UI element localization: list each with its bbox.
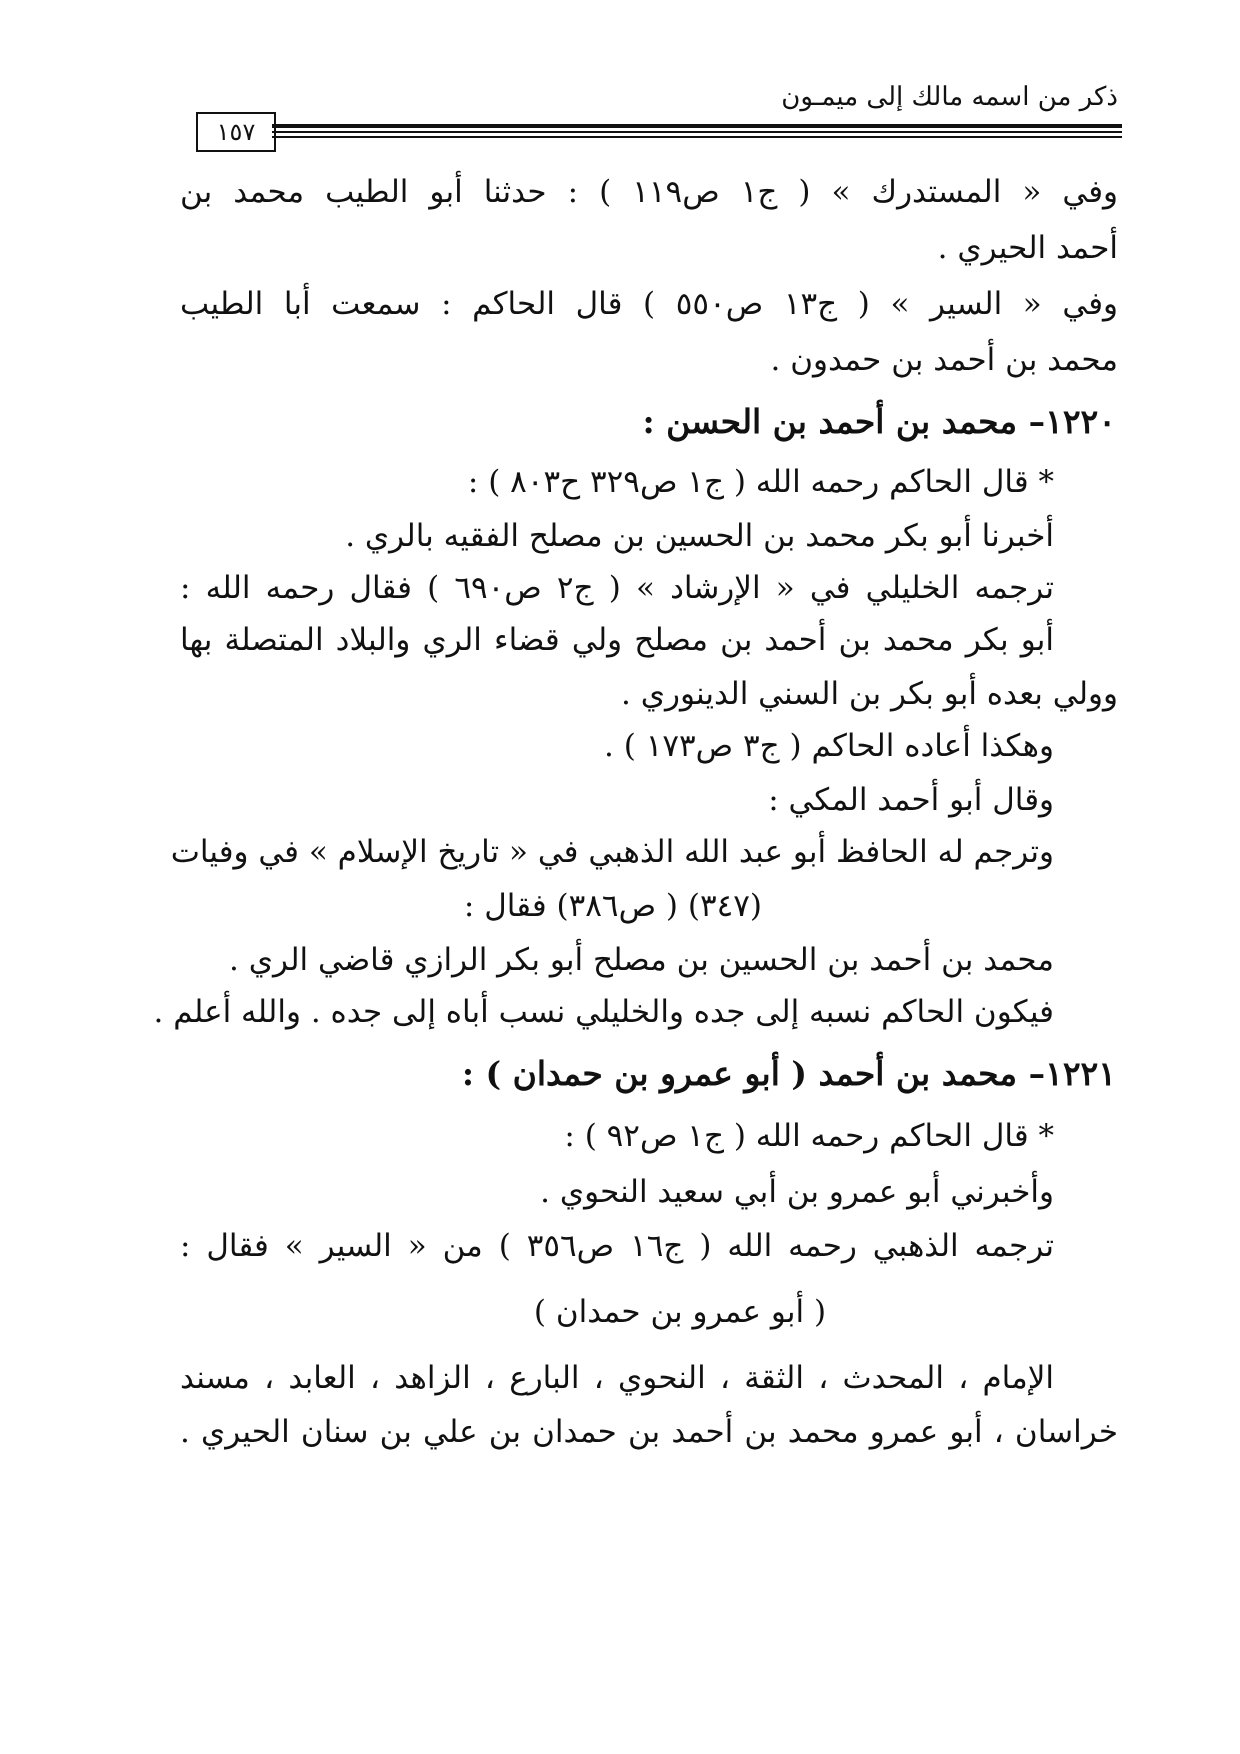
text-line: ترجمه الخليلي في « الإرشاد » ( ج٢ ص٦٩٠ ) فقال رحمه الله : [180, 570, 1054, 606]
text-line: أبو بكر محمد بن أحمد بن مصلح ولي قضاء الري والبلاد المتصلة بها [180, 622, 1054, 658]
text-line: وفي « السير » ( ج١٣ ص٥٥٠ ) قال الحاكم : سمعت أبا الطيب [180, 286, 1119, 322]
text-line: وهكذا أعاده الحاكم ( ج٣ ص١٧٣ ) . [604, 728, 1054, 764]
text-line: أخبرنا أبو بكر محمد بن الحسين بن مصلح الفقيه بالري . [345, 518, 1054, 554]
text-line: فيكون الحاكم نسبه إلى جده والخليلي نسب أباه إلى جده . والله أعلم . [153, 994, 1054, 1030]
text-line: أحمد الحيري . [937, 230, 1118, 266]
text-line: ترجمه الذهبي رحمه الله ( ج١٦ ص٣٥٦ ) من « السير » فقال : [180, 1228, 1054, 1264]
text-line: الإمام ، المحدث ، الثقة ، النحوي ، البارع ، الزاهد ، العابد ، مسند [180, 1360, 1054, 1396]
text-line: * قال الحاكم رحمه الله ( ج١ ص٩٢ ) : [564, 1118, 1054, 1154]
text-line: وولي بعده أبو بكر بن السني الدينوري . [621, 676, 1118, 712]
text-line: وأخبرني أبو عمرو بن أبي سعيد النحوي . [540, 1174, 1054, 1210]
biography-title: ( أبو عمرو بن حمدان ) [533, 1294, 827, 1330]
header-rule-thin-2 [272, 136, 1122, 138]
text-line: وفي « المستدرك » ( ج١ ص١١٩ ) : حدثنا أبو الطيب محمد بن [180, 174, 1118, 210]
text-line: (٣٤٧) ( ص٣٨٦) فقال : [463, 888, 762, 924]
header-rule-thick [272, 124, 1122, 128]
text-line: وترجم له الحافظ أبو عبد الله الذهبي في « تاريخ الإسلام » في وفيات [170, 834, 1054, 870]
entry-heading-1221: ١٢٢١– محمد بن أحمد ( أبو عمرو بن حمدان ) : [461, 1054, 1116, 1093]
text-line: وقال أبو أحمد المكي : [768, 782, 1054, 818]
text-line: * قال الحاكم رحمه الله ( ج١ ص٣٢٩ ح٨٠٣ ) : [467, 464, 1054, 500]
text-line: محمد بن أحمد بن الحسين بن مصلح أبو بكر الرازي قاضي الري . [229, 942, 1054, 978]
text-line: خراسان ، أبو عمرو محمد بن أحمد بن حمدان بن علي بن سنان الحيري . [180, 1414, 1118, 1450]
page-number: ١٥٧ [196, 112, 276, 152]
entry-heading-1220: ١٢٢٠– محمد بن أحمد بن الحسن : [642, 402, 1116, 441]
text-line: محمد بن أحمد بن حمدون . [770, 342, 1118, 378]
header-rule-thin [272, 131, 1122, 133]
running-title: ذكر من اسمه مالك إلى ميمـون [781, 82, 1118, 112]
